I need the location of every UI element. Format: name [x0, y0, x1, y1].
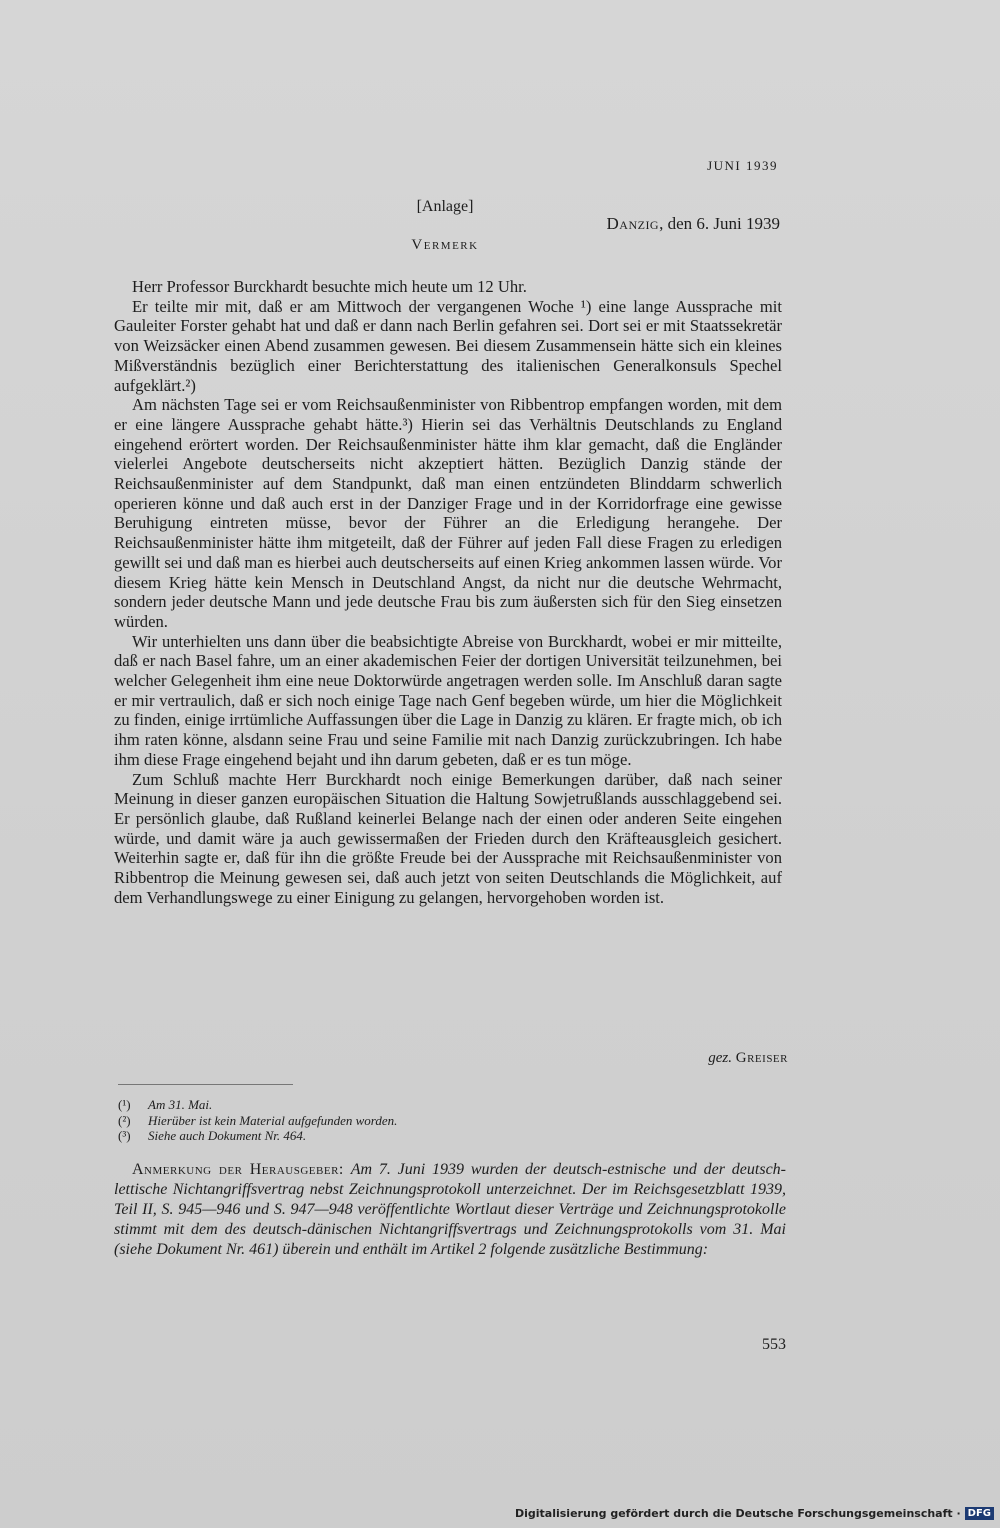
- signature: [708, 1050, 788, 1067]
- running-head: JUNI 1939: [707, 158, 778, 173]
- paragraph: Zum Schluß machte Herr Burckhardt noch einige Bemerkungen darüber, daß nach seiner Meinung in dieser ganzen europäischen Situation die Haltung Sowjetrußlands ausschlaggebend sei. Er persönlich glaube, daß Rußland keinerlei Belange nach der einen oder anderen Seite eingehen würde, und damit wäre ja auch gewissermaßen der Frieden durch den Kräfteausgleich gesichert. Weiterhin sagte er, daß für ihn die größte Freude bei der Aussprache mit Reichsaußenminister von Ribbentrop die Meinung gewesen sei, daß auch jetzt von seiten Deutschlands die Möglichkeit, auf dem Verhandlungswege zu einer Einigung zu gelangen, hervorgehoben worden ist.: [114, 769, 782, 907]
- footnote-mark: (¹): [118, 1097, 131, 1112]
- footnote-text: Am 31. Mai.: [148, 1097, 213, 1112]
- dfg-logo-icon: DFG: [965, 1507, 994, 1520]
- digitization-credit: [515, 1507, 994, 1520]
- paragraph: Herr Professor Burckhardt besuchte mich heute um 12 Uhr.: [132, 277, 527, 296]
- annex-label: [Anlage]: [416, 198, 474, 215]
- footnote-text: Hierüber ist kein Material aufgefunden worden.: [148, 1112, 398, 1128]
- signature-prefix: gez.: [708, 1050, 733, 1066]
- digitization-note: Digitalisierung gefördert durch die Deutsche Forschungsgemeinschaft ·: [514, 1507, 961, 1520]
- footnote-mark: (³): [118, 1128, 131, 1144]
- memo-title: Vermerk: [411, 237, 479, 253]
- place-date: [607, 214, 781, 234]
- footnote: [118, 1097, 718, 1113]
- editor-note-paragraph: [114, 1160, 786, 1260]
- footnote-rule: [118, 1084, 293, 1085]
- paragraph: Am nächsten Tage sei er vom Reichsaußenminister von Ribbentrop empfangen worden, mit dem er eine längere Aussprache gehabt hätte.³) Hierin sei das Verhältnis Deutschlands zu England eingehend erörtert worden. Der Reichsaußenminister hätte ihm klar gemacht, daß die Engländer vielerlei Angebote deutscherseits nicht akzeptiert hätten. Bezüglich Danzig stände der Reichsaußenminister auf dem Standpunkt, daß man einen entzündeten Blinddarm schwerlich operieren könne und daß auch erst in der Danziger Frage und in der Korridorfrage eine gewisse Beruhigung eintreten müsse, bevor der Führer an die Erledigung herangehe. Der Reichsaußenminister hätte ihm mitgeteilt, daß der Führer auf jeden Fall diese Fragen zu erledigen gewillt sei und daß man es hierbei auch deutscherseits auf einen Krieg ankommen lassen würde. Vor diesem Krieg hätte kein Mensch in Deutschland Angst, da nicht nur die deutsche Wehrmacht, sondern jeder deutsche Mann und jede deutsche Frau bis zum äußersten sich für den Sieg einsetzen würden.: [114, 395, 782, 631]
- footnote: [118, 1113, 718, 1129]
- footnote: [118, 1128, 718, 1144]
- footnotes: [118, 1097, 718, 1144]
- paragraph: Er teilte mir mit, daß er am Mittwoch der vergangenen Woche ¹) eine lange Aussprache mit Gauleiter Forster gehabt hat und daß er dann nach Berlin gefahren sei. Dort sei er mit Staatssekretär von Weizsäcker einen Abend zusammen gewesen. Bei diesem Zusammensein hätte sich ein kleines Mißverständnis bezüglich einer Berichterstattung des italienischen Generalkonsuls Spechel aufgeklärt.²): [114, 296, 782, 395]
- editor-note-lead: Anmerkung der Herausgeber:: [132, 1161, 344, 1178]
- place: Danzig: [606, 214, 660, 233]
- signature-name: Greiser: [735, 1050, 788, 1066]
- date: , den 6. Juni 1939: [659, 214, 780, 233]
- footnote-mark: (²): [118, 1112, 131, 1128]
- paragraph: Wir unterhielten uns dann über die beabsichtigte Abreise von Burckhardt, wobei er mir mitteilte, daß er nach Basel fahre, um an einer akademischen Feier der dortigen Universität teilzunehmen, bei welcher Gelegenheit ihm eine neue Doktorwürde angetragen werden solle. Im Anschluß daran sagte er mir vertraulich, daß er sich noch einige Tage nach Genf begeben würde, um hier die Möglichkeit zu finden, einige irrtümliche Auffassungen über die Lage in Danzig zu klären. Er fragte mich, ob ich ihm raten könne, alsdann seine Frau und seine Familie mit nach Danzig zurückzubringen. Ich habe ihm diese Frage eingehend bejaht und ihn darum gebeten, daß er es tun möge.: [114, 631, 782, 769]
- page-number: 553: [762, 1336, 786, 1353]
- editor-note-text: Am 7. Juni 1939 wurden der deutsch-estnische und der deutsch-lettische Nichtangriffsvertrag nebst Zeichnungsprotokoll unterzeichnet. Der im Reichsgesetzblatt 1939, Teil II, S. 945—946 und S. 947—948 veröffentlichte Wortlaut dieser Verträge und Zeichnungsprotokolle stimmt mit dem des deutsch-dänischen Nichtangriffsvertrags und Zeichnungsprotokolls vom 31. Mai (siehe Dokument Nr. 461) überein und enthält im Artikel 2 folgende zusätzliche Bestimmung:: [114, 1161, 787, 1258]
- memo-body: [114, 277, 782, 908]
- editor-note: [114, 1160, 786, 1260]
- footnote-text: Siehe auch Dokument Nr. 464.: [148, 1128, 307, 1144]
